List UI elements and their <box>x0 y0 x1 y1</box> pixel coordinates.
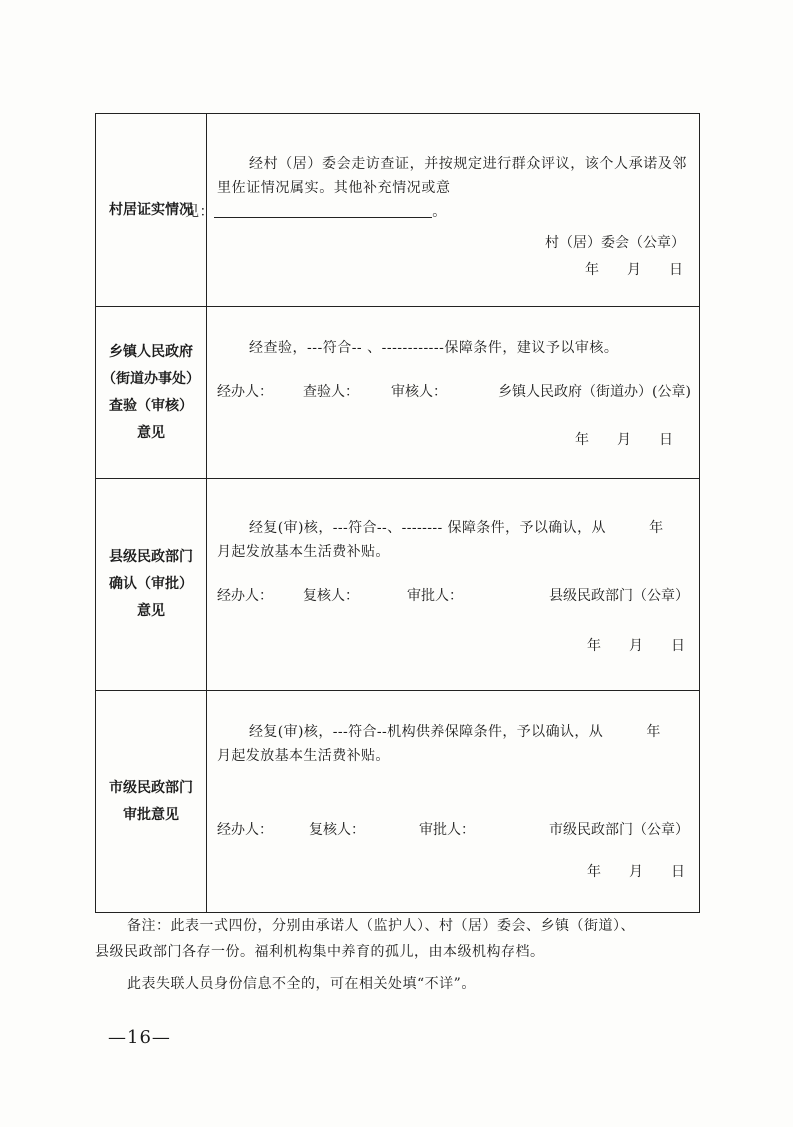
page-number: —16— <box>108 1027 171 1048</box>
village-verification-text: 经村（居）委会走访查证，并按规定进行群众评议，该个人承诺及邻里佐证情况属实。其他补充情况或意 见： 。 <box>185 156 687 220</box>
county-approval-text-line2: 月起发放基本生活费补贴。 <box>217 544 390 560</box>
county-approval-row <box>96 479 700 691</box>
village-verification-content <box>185 114 700 307</box>
county-approval-label: 县级民政部门 确认（审批） 意见 <box>96 479 207 691</box>
county-seal-label: 县级民政部门（公章） <box>549 588 689 604</box>
township-review-content <box>207 307 700 479</box>
township-review-text: 经查验，---符合-- 、------------保障条件，建议予以审核。 <box>249 340 619 356</box>
city-rechecker: 复核人： <box>309 822 365 838</box>
township-inspector: 查验人： <box>303 384 359 400</box>
county-handler: 经办人： <box>217 588 273 604</box>
city-handler: 经办人： <box>217 822 273 838</box>
city-date: 年 月 日 <box>587 864 685 880</box>
city-approval-text-line1: 经复(审)核，---符合--机构供养保障条件，予以确认，从 年 <box>249 724 661 740</box>
county-rechecker: 复核人： <box>303 588 359 604</box>
remarks-line-1: 备注：此表一式四份，分别由承诺人（监护人）、村（居）委会、乡镇（街道）、 <box>127 918 635 934</box>
village-date: 年 月 日 <box>585 262 683 278</box>
village-seal-label: 村（居）委会（公章） <box>545 235 685 251</box>
city-approval-content <box>207 691 700 913</box>
city-approval-label: 市级民政部门 审批意见 <box>96 691 207 913</box>
county-approval-text-line1: 经复(审)核，---符合--、-------- 保障条件，予以确认，从 年 <box>249 520 664 536</box>
remarks-line-2: 县级民政部门各存一份。福利机构集中养育的孤儿，由本级机构存档。 <box>95 944 545 960</box>
village-verification-label: 村居证实情况 <box>96 114 207 307</box>
village-verification-row <box>96 114 700 307</box>
approval-form-table <box>95 113 700 913</box>
supplement-blank-line <box>214 202 432 218</box>
township-review-label: 乡镇人民政府 （街道办事处） 查验（审核） 意见 <box>96 307 207 479</box>
county-approver: 审批人： <box>407 588 463 604</box>
remarks <box>95 913 700 997</box>
county-approval-content <box>207 479 700 691</box>
township-date: 年 月 日 <box>575 432 673 448</box>
city-approver: 审批人： <box>419 822 475 838</box>
township-seal-label: 乡镇人民政府（街道办）(公章) <box>498 384 691 400</box>
city-approval-row <box>96 691 700 913</box>
county-date: 年 月 日 <box>587 638 685 654</box>
city-seal-label: 市级民政部门（公章） <box>549 822 689 838</box>
township-review-row <box>96 307 700 479</box>
city-approval-text-line2: 月起发放基本生活费补贴。 <box>217 748 390 764</box>
township-reviewer: 审核人： <box>391 384 447 400</box>
remarks-line-3: 此表失联人员身份信息不全的，可在相关处填“不详”。 <box>127 976 476 992</box>
township-handler: 经办人： <box>217 384 273 400</box>
